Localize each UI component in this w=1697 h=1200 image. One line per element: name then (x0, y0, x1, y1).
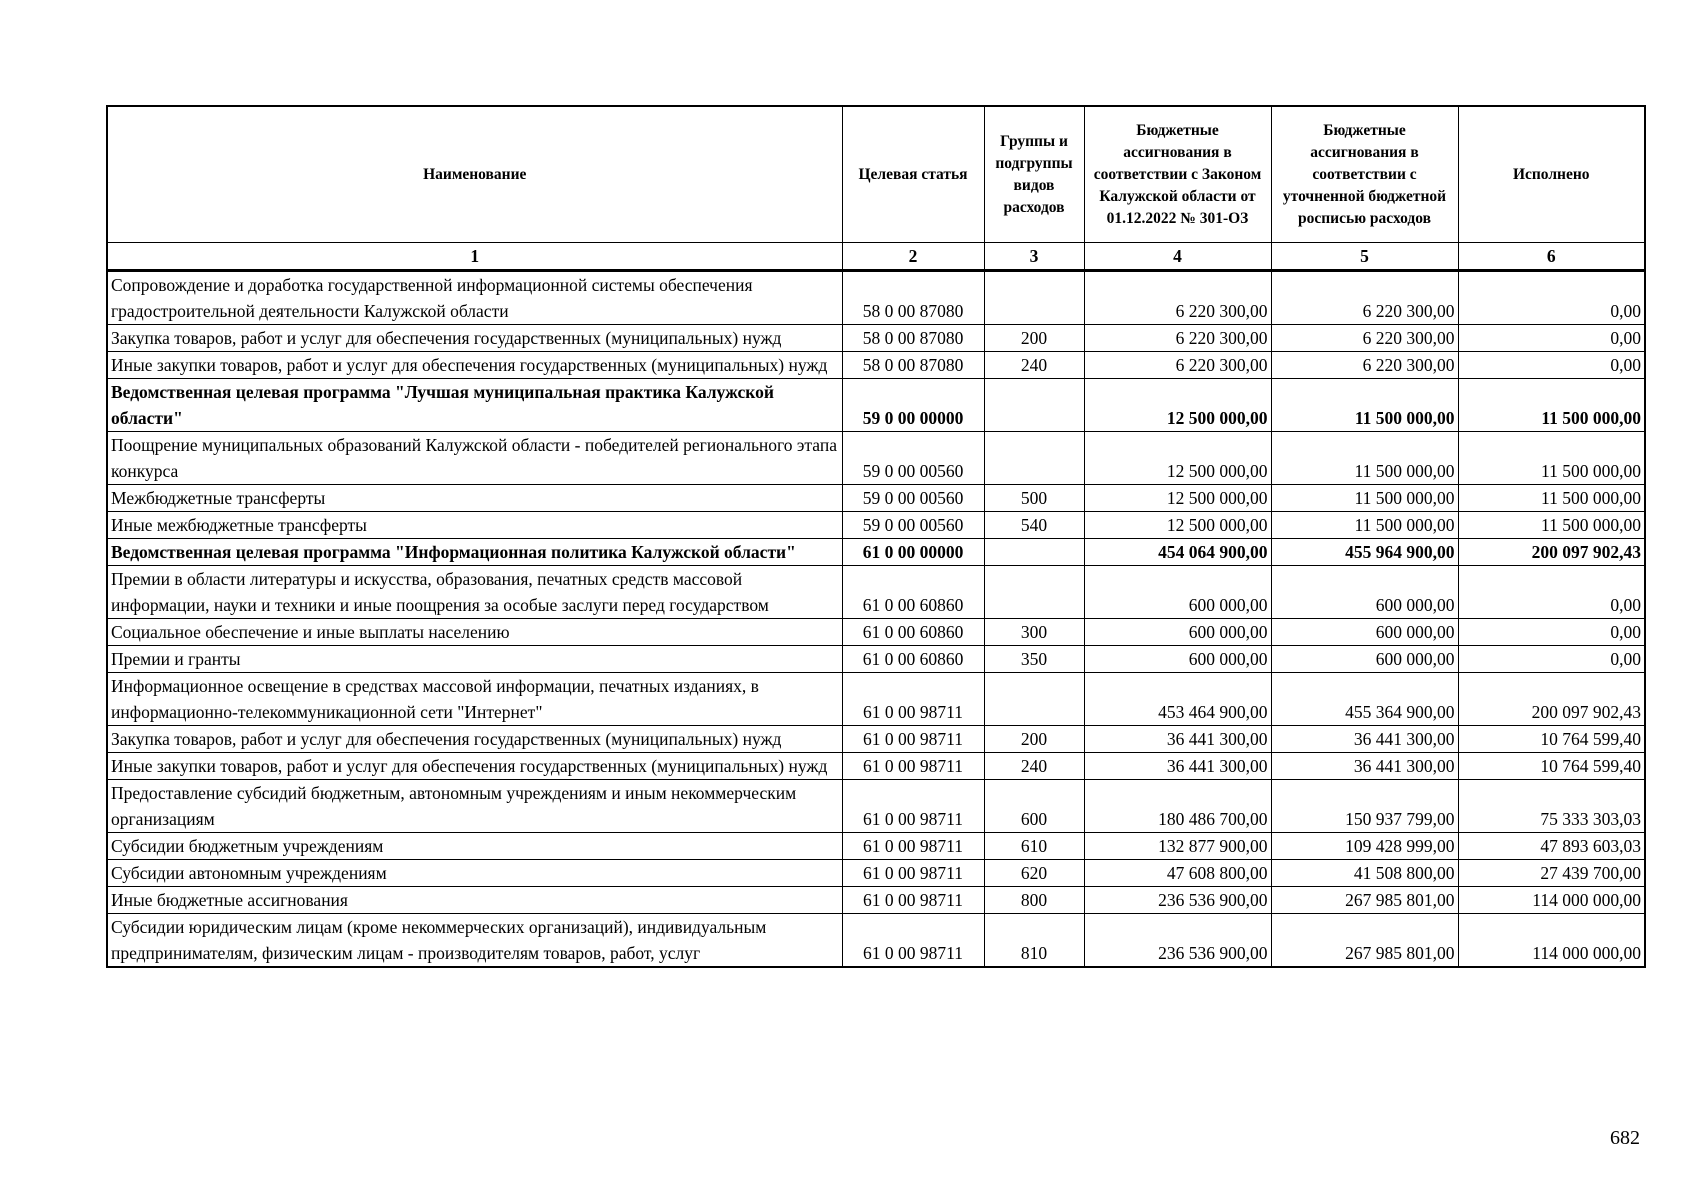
row-refined-amount: 600 000,00 (1271, 566, 1458, 619)
row-code: 61 0 00 98711 (842, 780, 984, 833)
row-executed-amount: 200 097 902,43 (1458, 539, 1645, 566)
row-code: 61 0 00 98711 (842, 673, 984, 726)
row-group (984, 271, 1084, 325)
row-executed-amount: 11 500 000,00 (1458, 485, 1645, 512)
table-row (107, 485, 1645, 512)
row-executed-amount: 11 500 000,00 (1458, 512, 1645, 539)
row-law-amount: 36 441 300,00 (1084, 753, 1271, 780)
table-row (107, 887, 1645, 914)
table-row (107, 753, 1645, 780)
row-executed-amount: 0,00 (1458, 352, 1645, 379)
row-executed-amount: 11 500 000,00 (1458, 432, 1645, 485)
row-executed-amount: 75 333 303,03 (1458, 780, 1645, 833)
row-code: 61 0 00 60860 (842, 619, 984, 646)
column-number: 6 (1458, 243, 1645, 271)
header-executed: Исполнено (1458, 106, 1645, 243)
row-group: 240 (984, 753, 1084, 780)
row-executed-amount: 10 764 599,40 (1458, 753, 1645, 780)
row-name: Иные закупки товаров, работ и услуг для обеспечения государственных (муниципальных) нужд (107, 753, 842, 780)
row-executed-amount: 0,00 (1458, 566, 1645, 619)
row-name: Сопровождение и доработка государственной информационной системы обеспечения градостроительной деятельности Калужской области (107, 271, 842, 325)
table-row (107, 860, 1645, 887)
row-law-amount: 12 500 000,00 (1084, 512, 1271, 539)
row-group: 200 (984, 325, 1084, 352)
table-header (107, 106, 1645, 271)
row-group (984, 432, 1084, 485)
row-group: 500 (984, 485, 1084, 512)
row-group: 600 (984, 780, 1084, 833)
table-body (107, 271, 1645, 968)
row-executed-amount: 47 893 603,03 (1458, 833, 1645, 860)
row-law-amount: 600 000,00 (1084, 566, 1271, 619)
row-executed-amount: 114 000 000,00 (1458, 914, 1645, 968)
table-row (107, 325, 1645, 352)
row-group: 300 (984, 619, 1084, 646)
row-code: 59 0 00 00000 (842, 379, 984, 432)
table-row (107, 539, 1645, 566)
row-code: 58 0 00 87080 (842, 352, 984, 379)
header-code: Целевая статья (842, 106, 984, 243)
table-row (107, 379, 1645, 432)
row-group (984, 539, 1084, 566)
table-row (107, 726, 1645, 753)
row-law-amount: 36 441 300,00 (1084, 726, 1271, 753)
row-refined-amount: 6 220 300,00 (1271, 271, 1458, 325)
row-code: 59 0 00 00560 (842, 485, 984, 512)
row-name: Закупка товаров, работ и услуг для обеспечения государственных (муниципальных) нужд (107, 325, 842, 352)
row-refined-amount: 6 220 300,00 (1271, 325, 1458, 352)
row-name: Премии и гранты (107, 646, 842, 673)
table-row (107, 673, 1645, 726)
header-law: Бюджетные ассигнования в соответствии с Законом Калужской области от 01.12.2022 № 301-ОЗ (1084, 106, 1271, 243)
row-name: Субсидии бюджетным учреждениям (107, 833, 842, 860)
row-code: 61 0 00 98711 (842, 914, 984, 968)
row-executed-amount: 0,00 (1458, 619, 1645, 646)
row-law-amount: 12 500 000,00 (1084, 379, 1271, 432)
row-law-amount: 600 000,00 (1084, 619, 1271, 646)
row-group: 540 (984, 512, 1084, 539)
row-executed-amount: 10 764 599,40 (1458, 726, 1645, 753)
row-refined-amount: 11 500 000,00 (1271, 432, 1458, 485)
row-refined-amount: 41 508 800,00 (1271, 860, 1458, 887)
row-law-amount: 180 486 700,00 (1084, 780, 1271, 833)
row-name: Субсидии юридическим лицам (кроме некоммерческих организаций), индивидуальным предпринимателям, физическим лицам - производителям товаров, работ, услуг (107, 914, 842, 968)
row-refined-amount: 11 500 000,00 (1271, 512, 1458, 539)
row-executed-amount: 0,00 (1458, 271, 1645, 325)
row-name: Иные бюджетные ассигнования (107, 887, 842, 914)
row-law-amount: 47 608 800,00 (1084, 860, 1271, 887)
row-law-amount: 454 064 900,00 (1084, 539, 1271, 566)
row-code: 61 0 00 98711 (842, 726, 984, 753)
budget-table (106, 105, 1646, 968)
row-group: 350 (984, 646, 1084, 673)
row-refined-amount: 455 964 900,00 (1271, 539, 1458, 566)
row-group (984, 673, 1084, 726)
table-row (107, 914, 1645, 968)
row-refined-amount: 36 441 300,00 (1271, 753, 1458, 780)
page-number: 682 (1610, 1127, 1640, 1149)
row-executed-amount: 27 439 700,00 (1458, 860, 1645, 887)
row-code: 58 0 00 87080 (842, 325, 984, 352)
table-row (107, 512, 1645, 539)
row-law-amount: 6 220 300,00 (1084, 271, 1271, 325)
row-refined-amount: 36 441 300,00 (1271, 726, 1458, 753)
row-refined-amount: 150 937 799,00 (1271, 780, 1458, 833)
row-refined-amount: 455 364 900,00 (1271, 673, 1458, 726)
column-number: 3 (984, 243, 1084, 271)
row-law-amount: 12 500 000,00 (1084, 485, 1271, 512)
table-row (107, 833, 1645, 860)
row-law-amount: 6 220 300,00 (1084, 352, 1271, 379)
row-code: 61 0 00 98711 (842, 753, 984, 780)
column-number: 1 (107, 243, 842, 271)
table-row (107, 271, 1645, 325)
row-refined-amount: 109 428 999,00 (1271, 833, 1458, 860)
column-number-row (107, 243, 1645, 271)
header-group: Группы и подгруппы видов расходов (984, 106, 1084, 243)
row-executed-amount: 0,00 (1458, 325, 1645, 352)
row-code: 61 0 00 60860 (842, 566, 984, 619)
row-code: 61 0 00 98711 (842, 887, 984, 914)
row-refined-amount: 267 985 801,00 (1271, 887, 1458, 914)
header-refined: Бюджетные ассигнования в соответствии с уточненной бюджетной росписью расходов (1271, 106, 1458, 243)
row-code: 61 0 00 98711 (842, 860, 984, 887)
row-executed-amount: 11 500 000,00 (1458, 379, 1645, 432)
row-code: 59 0 00 00560 (842, 432, 984, 485)
header-name: Наименование (107, 106, 842, 243)
row-group (984, 379, 1084, 432)
row-refined-amount: 600 000,00 (1271, 619, 1458, 646)
row-law-amount: 6 220 300,00 (1084, 325, 1271, 352)
row-group: 610 (984, 833, 1084, 860)
row-code: 61 0 00 60860 (842, 646, 984, 673)
table-row (107, 780, 1645, 833)
row-name: Социальное обеспечение и иные выплаты населению (107, 619, 842, 646)
row-refined-amount: 267 985 801,00 (1271, 914, 1458, 968)
row-law-amount: 236 536 900,00 (1084, 887, 1271, 914)
row-name: Ведомственная целевая программа "Лучшая муниципальная практика Калужской области" (107, 379, 842, 432)
row-law-amount: 236 536 900,00 (1084, 914, 1271, 968)
row-name: Закупка товаров, работ и услуг для обеспечения государственных (муниципальных) нужд (107, 726, 842, 753)
row-name: Иные закупки товаров, работ и услуг для обеспечения государственных (муниципальных) нужд (107, 352, 842, 379)
row-refined-amount: 11 500 000,00 (1271, 485, 1458, 512)
row-law-amount: 453 464 900,00 (1084, 673, 1271, 726)
row-name: Информационное освещение в средствах массовой информации, печатных изданиях, в информационно-телекоммуникационной сети "Интернет" (107, 673, 842, 726)
row-executed-amount: 0,00 (1458, 646, 1645, 673)
column-number: 2 (842, 243, 984, 271)
row-law-amount: 600 000,00 (1084, 646, 1271, 673)
row-name: Иные межбюджетные трансферты (107, 512, 842, 539)
row-name: Ведомственная целевая программа "Информационная политика Калужской области" (107, 539, 842, 566)
row-refined-amount: 6 220 300,00 (1271, 352, 1458, 379)
row-code: 59 0 00 00560 (842, 512, 984, 539)
table-row (107, 619, 1645, 646)
table-row (107, 566, 1645, 619)
row-code: 61 0 00 00000 (842, 539, 984, 566)
row-group (984, 566, 1084, 619)
row-refined-amount: 11 500 000,00 (1271, 379, 1458, 432)
row-name: Поощрение муниципальных образований Калужской области - победителей регионального этапа конкурса (107, 432, 842, 485)
row-group: 200 (984, 726, 1084, 753)
table-row (107, 432, 1645, 485)
column-number: 5 (1271, 243, 1458, 271)
row-name: Субсидии автономным учреждениям (107, 860, 842, 887)
row-code: 58 0 00 87080 (842, 271, 984, 325)
row-law-amount: 12 500 000,00 (1084, 432, 1271, 485)
row-refined-amount: 600 000,00 (1271, 646, 1458, 673)
row-group: 800 (984, 887, 1084, 914)
row-executed-amount: 114 000 000,00 (1458, 887, 1645, 914)
header-row (107, 106, 1645, 243)
table-row (107, 352, 1645, 379)
row-name: Межбюджетные трансферты (107, 485, 842, 512)
row-law-amount: 132 877 900,00 (1084, 833, 1271, 860)
table-row (107, 646, 1645, 673)
row-name: Предоставление субсидий бюджетным, автономным учреждениям и иным некоммерческим организациям (107, 780, 842, 833)
column-number: 4 (1084, 243, 1271, 271)
row-executed-amount: 200 097 902,43 (1458, 673, 1645, 726)
row-group: 810 (984, 914, 1084, 968)
row-name: Премии в области литературы и искусства, образования, печатных средств массовой информации, науки и техники и иные поощрения за особые заслуги перед государством (107, 566, 842, 619)
row-code: 61 0 00 98711 (842, 833, 984, 860)
row-group: 240 (984, 352, 1084, 379)
row-group: 620 (984, 860, 1084, 887)
